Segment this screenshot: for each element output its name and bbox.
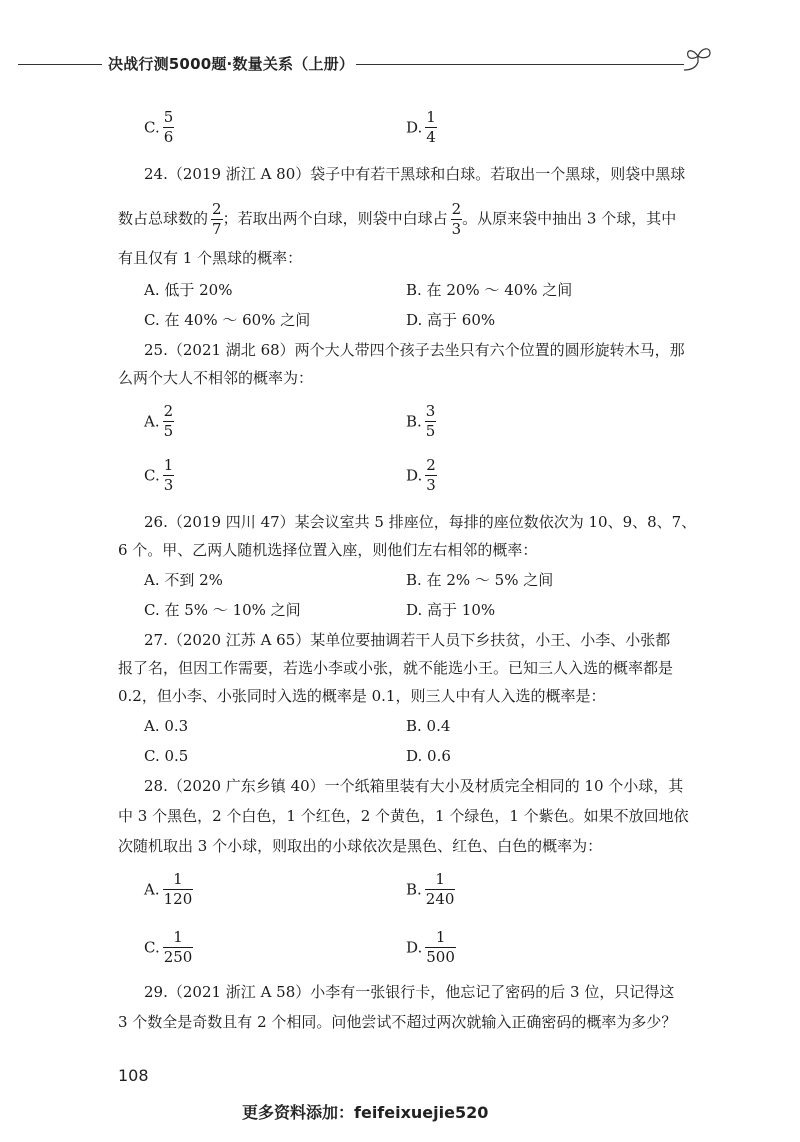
option-23-d[interactable]: D. $\frac{1}{4}$: [406, 108, 436, 146]
fraction: $\frac{1}{250}$: [163, 928, 193, 966]
option-24-d[interactable]: D. 高于 60%: [406, 311, 496, 329]
option-25-a[interactable]: A. $\frac{2}{5}$: [144, 402, 174, 440]
option-27-d[interactable]: D. 0.6: [406, 747, 451, 765]
q28-line-3: 次随机取出 3 个小球，则取出的小球依次是黑色、红色、白色的概率为：: [118, 837, 603, 855]
fraction: $\frac{2}{3}$: [451, 200, 462, 238]
option-28-b[interactable]: B. $\frac{1}{240}$: [406, 870, 455, 908]
option-25-b[interactable]: B. $\frac{3}{5}$: [406, 402, 436, 440]
q25-line-1: 25.（2021 湖北 68）两个大人带四个孩子去坐只有六个位置的圆形旋转木马，那: [144, 341, 685, 359]
book-title: 决战行测5000题·数量关系（上册）: [108, 55, 355, 73]
q29-line-2: 3 个数全是奇数且有 2 个相同。问他尝试不超过两次就输入正确密码的概率为多少？: [118, 1013, 677, 1031]
option-25-d[interactable]: D. $\frac{2}{3}$: [406, 456, 436, 494]
fraction: $\frac{5}{6}$: [163, 108, 174, 146]
option-24-a[interactable]: A. 低于 20%: [144, 281, 233, 299]
option-25-c[interactable]: C. $\frac{1}{3}$: [144, 456, 174, 494]
header-rule-left: [18, 64, 102, 65]
option-27-c[interactable]: C. 0.5: [144, 747, 189, 765]
option-26-a[interactable]: A. 不到 2%: [144, 571, 223, 589]
fraction: $\frac{1}{4}$: [426, 108, 436, 146]
fraction: $\frac{1}{240}$: [425, 870, 455, 908]
option-26-c[interactable]: C. 在 5% ～ 10% 之间: [144, 601, 301, 619]
q28-line-2: 中 3 个黑色，2 个白色，1 个红色，2 个黄色，1 个绿色，1 个紫色。如果不放回地依: [118, 807, 689, 825]
fraction: $\frac{2}{3}$: [426, 456, 436, 494]
option-28-c[interactable]: C. $\frac{1}{250}$: [144, 928, 193, 966]
fraction: $\frac{1}{120}$: [163, 870, 193, 908]
q27-line-1: 27.（2020 江苏 A 65）某单位要抽调若干人员下乡扶贫，小王、小李、小张都: [144, 631, 671, 649]
fraction: $\frac{3}{5}$: [425, 402, 436, 440]
page-number: 108: [118, 1066, 149, 1085]
running-header: [0, 44, 800, 84]
option-28-a[interactable]: A. $\frac{1}{120}$: [144, 870, 193, 908]
footer-note: 更多资料添加：feifeixuejie520: [242, 1103, 489, 1122]
q29-line-1: 29.（2021 浙江 A 58）小李有一张银行卡，他忘记了密码的后 3 位，只记得这: [144, 983, 675, 1001]
option-24-b[interactable]: B. 在 20% ～ 40% 之间: [406, 281, 573, 299]
q26-line-1: 26.（2019 四川 47）某会议室共 5 排座位，每排的座位数依次为 10、9、8、7、: [144, 513, 697, 531]
option-27-a[interactable]: A. 0.3: [144, 717, 189, 735]
option-27-b[interactable]: B. 0.4: [406, 717, 451, 735]
q26-line-2: 6 个。甲、乙两人随机选择位置入座，则他们左右相邻的概率：: [118, 541, 538, 559]
option-26-b[interactable]: B. 在 2% ～ 5% 之间: [406, 571, 554, 589]
fraction: $\frac{2}{5}$: [163, 402, 174, 440]
fraction: $\frac{1}{500}$: [426, 928, 455, 966]
option-23-c[interactable]: C. $\frac{5}{6}$: [144, 108, 174, 146]
q24-line-1: 24.（2019 浙江 A 80）袋子中有若干黑球和白球。若取出一个黑球，则袋中黑球: [144, 165, 686, 183]
option-24-c[interactable]: C. 在 40% ～ 60% 之间: [144, 311, 311, 329]
q28-line-1: 28.（2020 广东乡镇 40）一个纸箱里装有大小及材质完全相同的 10 个小球，其: [144, 777, 684, 795]
option-28-d[interactable]: D. $\frac{1}{500}$: [406, 928, 455, 966]
q25-line-2: 么两个大人不相邻的概率为：: [118, 369, 314, 387]
q27-line-3: 0.2，但小李、小张同时入选的概率是 0.1，则三人中有人入选的概率是：: [118, 687, 606, 705]
sprout-icon: [680, 44, 716, 74]
header-rule-right: [356, 64, 684, 65]
fraction: $\frac{1}{3}$: [163, 456, 174, 494]
q27-line-2: 报了名，但因工作需要，若选小李或小张，就不能选小王。已知三人入选的概率都是: [118, 659, 674, 677]
q24-line-3: 有且仅有 1 个黑球的概率：: [118, 249, 303, 267]
q24-line-2: 数占总球数的 $\frac{2}{7}$ ；若取出两个白球，则袋中白球占 $\frac{2}{3}$ 。从原来袋中抽出 3 个球，其中: [118, 200, 677, 238]
fraction: $\frac{2}{7}$: [212, 200, 222, 238]
option-26-d[interactable]: D. 高于 10%: [406, 601, 496, 619]
